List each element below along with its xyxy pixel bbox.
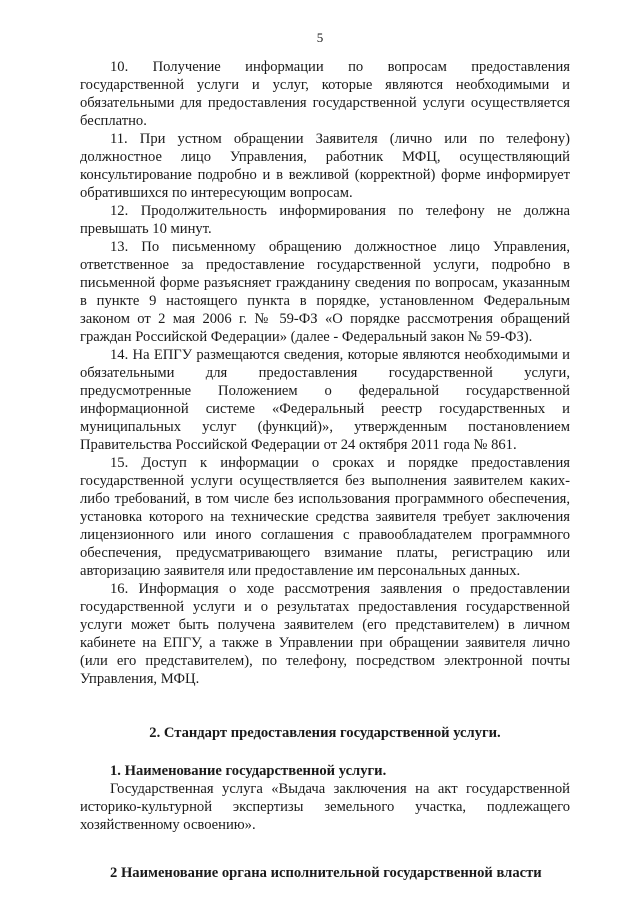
paragraph-13: 13. По письменному обращению должностное лицо Управления, ответственное за предоставление государственной услуги, подробно в письменной форме разъясняет гражданину сведения по вопросам, указанным в пункте 9 настоящего пункта в порядке, установленном Федеральным законом от 2 мая 2006 г. № 59-ФЗ «О порядке рассмотрения обращений граждан Российской Федерации» (далее - Федеральный закон № 59-ФЗ). [80,239,570,345]
section-heading-standard: 2. Стандарт предоставления государственной услуги. [149,725,501,741]
service-name-text: Государственная услуга «Выдача заключения на акт государственной историко-культурной экспертизы земельного участка, подлежащего хозяйственному освоению». [80,781,570,833]
paragraph-15: 15. Доступ к информации о сроках и порядке предоставления государственной услуги осуществляется без выполнения заявителем каких-либо требований, в том числе без использования программного обеспечения, установка которого на технические средства заявителя требует заключения лицензионного или иного соглашения с правообладателем программного обеспечения, предусматривающего взимание платы, регистрацию или авторизацию заявителя или предоставление им персональных данных. [80,455,570,579]
paragraph-14: 14. На ЕПГУ размещаются сведения, которые являются необходимыми и обязательными для предоставления государственной услуги, предусмотренные Положением о федеральной государственной информационной системе «Федеральный реестр государственных и муниципальных услуг (функций)», утвержденным постановлением Правительства Российской Федерации от 24 октября 2011 года № 861. [80,347,570,453]
paragraph-12: 12. Продолжительность информирования по телефону не должна превышать 10 минут. [80,203,570,237]
paragraph-16: 16. Информация о ходе рассмотрения заявления о предоставлении государственной услуги и о результатах предоставления государственной услуги может быть получена заявителем (его представителем) в личном кабинете на ЕПГУ, а также в Управлении при обращении заявителя лично (или его представителем), по телефону, посредством электронной почты Управления, МФЦ. [80,581,570,687]
page-number: 5 [316,30,324,45]
paragraph-11: 11. При устном обращении Заявителя (лично или по телефону) должностное лицо Управления, работник МФЦ, осуществляющий консультирование подробно и в вежливой (корректной) форме информирует обратившихся по интересующим вопросам. [80,131,570,201]
document-body [80,58,570,882]
subsection-heading-authority-name: 2 Наименование органа исполнительной государственной власти [110,865,542,881]
paragraph-10: 10. Получение информации по вопросам предоставления государственной услуги и услуг, которые являются необходимыми и обязательными для предоставления государственной услуги осуществляется бесплатно. [80,59,570,129]
subsection-heading-service-name: 1. Наименование государственной услуги. [110,763,387,779]
